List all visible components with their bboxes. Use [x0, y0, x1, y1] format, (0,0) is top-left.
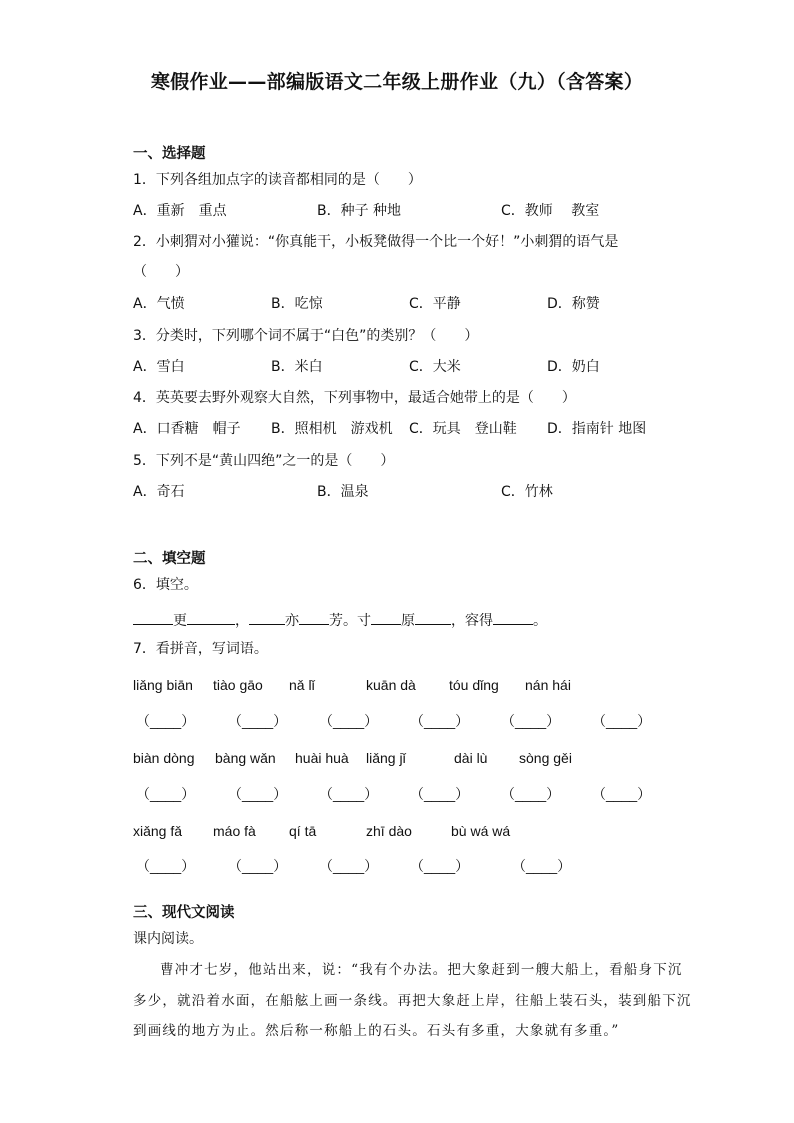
pinyin-item: biàn dòng [133, 750, 195, 766]
q2-option-b[interactable]: B．吃惊 [271, 296, 323, 312]
pinyin-item: tiào gāo [213, 677, 263, 693]
pinyin-item: liǎng jǐ [366, 750, 406, 766]
pinyin-item: nán hái [525, 677, 571, 693]
pinyin-item: zhī dào [366, 823, 412, 839]
pinyin-item: bàng wǎn [215, 750, 276, 766]
q4-option-d[interactable]: D．指南针 地图 [547, 421, 647, 437]
reading-intro: 课内阅读。 [133, 931, 203, 947]
passage-line: 曹冲才七岁，他站出来，说：“我有个办法。把大象赶到一艘大船上，看船身下沉 [160, 962, 683, 978]
answer-box[interactable]: （____） [228, 786, 288, 802]
fill-blank[interactable] [415, 610, 451, 625]
pinyin-item: tóu dǐng [449, 677, 499, 693]
pinyin-item: máo fà [213, 823, 256, 839]
pinyin-item: huài huà [295, 750, 349, 766]
pinyin-item: bù wá wá [451, 823, 511, 839]
pinyin-item: liǎng biān [133, 677, 193, 693]
question-3-stem: 3．分类时，下列哪个词不属于“白色”的类别？（ ） [133, 328, 479, 344]
q3-option-b[interactable]: B．米白 [271, 359, 323, 375]
fill-text: 原 [401, 613, 415, 629]
q5-option-a[interactable]: A．奇石 [133, 484, 185, 500]
q5-option-b[interactable]: B．温泉 [317, 484, 369, 500]
answer-box[interactable]: （____） [136, 786, 196, 802]
q3-option-c[interactable]: C．大米 [409, 359, 461, 375]
answer-box[interactable]: （____） [319, 858, 379, 874]
pinyin-item: nǎ lǐ [289, 677, 315, 693]
answer-box[interactable]: （____） [512, 858, 572, 874]
q4-option-a[interactable]: A．口香糖 帽子 [133, 421, 241, 437]
q1-option-b[interactable]: B．种子 种地 [317, 203, 402, 219]
fill-blank[interactable] [299, 610, 329, 625]
fill-text: 芳。寸 [329, 613, 371, 629]
fill-blank[interactable] [493, 610, 533, 625]
section-heading-reading: 三、现代文阅读 [133, 905, 235, 921]
answer-box[interactable]: （____） [319, 786, 379, 802]
question-4-stem: 4．英英要去野外观察大自然，下列事物中，最适合她带上的是（ ） [133, 390, 576, 406]
fill-blank[interactable] [371, 610, 401, 625]
question-6-fill-line [133, 610, 547, 628]
fill-text: 亦 [285, 613, 299, 629]
pinyin-item: qí tā [289, 823, 317, 839]
q5-option-c[interactable]: C．竹林 [501, 484, 553, 500]
q2-option-a[interactable]: A．气愤 [133, 296, 185, 312]
pinyin-item: dài lù [454, 750, 488, 766]
q1-option-a[interactable]: A．重新 重点 [133, 203, 227, 219]
fill-text: 。 [533, 613, 547, 629]
answer-box[interactable]: （____） [228, 858, 288, 874]
q1-option-c[interactable]: C．教师 教室 [501, 203, 600, 219]
answer-box[interactable]: （____） [410, 713, 470, 729]
answer-box[interactable]: （____） [410, 786, 470, 802]
answer-box[interactable]: （____） [410, 858, 470, 874]
question-1-stem: 1．下列各组加点字的读音都相同的是（ ） [133, 172, 422, 188]
q4-option-c[interactable]: C．玩具 登山鞋 [409, 421, 517, 437]
q3-option-d[interactable]: D．奶白 [547, 359, 600, 375]
question-2-paren: （ ） [133, 264, 189, 280]
question-6-stem: 6．填空。 [133, 577, 198, 593]
answer-box[interactable]: （____） [592, 786, 652, 802]
pinyin-item: xiǎng fǎ [133, 823, 183, 839]
question-2-stem: 2．小刺猬对小獾说：“你真能干，小板凳做得一个比一个好！”小刺猬的语气是 [133, 234, 619, 250]
answer-box[interactable]: （____） [136, 713, 196, 729]
section-heading-fill: 二、填空题 [133, 551, 206, 567]
question-5-stem: 5．下列不是“黄山四绝”之一的是（ ） [133, 453, 395, 469]
pinyin-item: sòng gěi [519, 750, 572, 766]
q2-option-c[interactable]: C．平静 [409, 296, 461, 312]
fill-blank[interactable] [187, 610, 235, 625]
passage-line: 到画线的地方为止。然后称一称船上的石头。石头有多重，大象就有多重。” [133, 1023, 620, 1039]
answer-box[interactable]: （____） [228, 713, 288, 729]
answer-box[interactable]: （____） [592, 713, 652, 729]
answer-box[interactable]: （____） [136, 858, 196, 874]
fill-text: ， [235, 613, 249, 629]
section-heading-choice: 一、选择题 [133, 146, 206, 162]
fill-blank[interactable] [249, 610, 285, 625]
answer-box[interactable]: （____） [319, 713, 379, 729]
pinyin-item: kuān dà [366, 677, 416, 693]
q4-option-b[interactable]: B．照相机 游戏机 [271, 421, 393, 437]
fill-text: ，容得 [451, 613, 493, 629]
fill-blank[interactable] [133, 610, 173, 625]
answer-box[interactable]: （____） [501, 786, 561, 802]
fill-text: 更 [173, 613, 187, 629]
q2-option-d[interactable]: D．称赞 [547, 296, 600, 312]
question-7-stem: 7．看拼音，写词语。 [133, 641, 268, 657]
q3-option-a[interactable]: A．雪白 [133, 359, 185, 375]
passage-line: 多少，就沿着水面，在船舷上画一条线。再把大象赶上岸，往船上装石头，装到船下沉 [133, 993, 692, 1009]
answer-box[interactable]: （____） [501, 713, 561, 729]
page-title: 寒假作业——部编版语文二年级上册作业（九）（含答案） [150, 71, 644, 93]
